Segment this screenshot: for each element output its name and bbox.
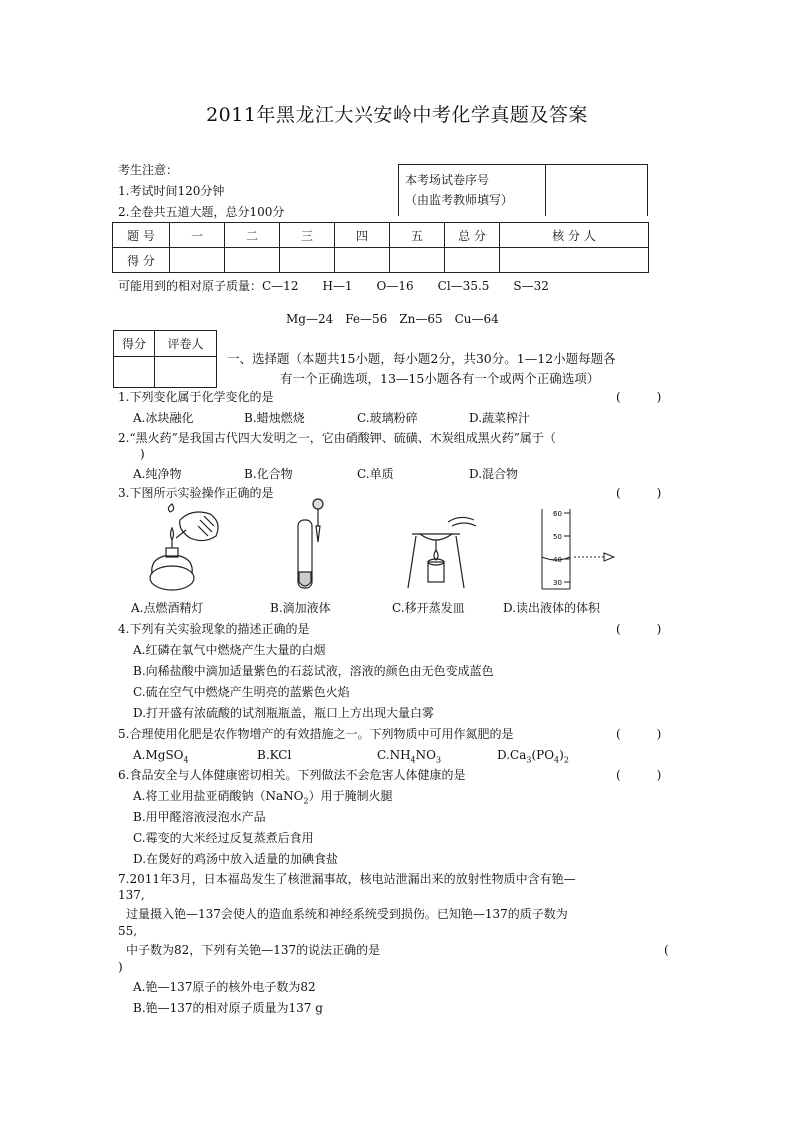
q7-option-a: A.铯—137原子的核外电子数为82: [133, 980, 316, 994]
q1-option-c: C.玻璃粉碎: [357, 411, 418, 425]
score-cell-total[interactable]: [445, 248, 500, 273]
graduated-cylinder-illustration: [540, 505, 630, 595]
q4-answer-paren: ( ): [616, 622, 662, 636]
q3-option-b: B.滴加液体: [270, 601, 331, 615]
cylinder-tick-60: 60: [553, 510, 562, 518]
score-header-5: 五: [390, 223, 445, 248]
score-cell-1[interactable]: [170, 248, 225, 273]
score-cell-5[interactable]: [390, 248, 445, 273]
q4-stem: 4.下列有关实验现象的描述正确的是: [118, 622, 310, 636]
seat-number-box: [398, 164, 648, 216]
score-table: [112, 222, 649, 273]
score-header-4: 四: [335, 223, 390, 248]
score-cell-4[interactable]: [335, 248, 390, 273]
q7-option-b: B.铯—137的相对原子质量为137 g: [133, 1001, 323, 1015]
q6-stem: 6.食品安全与人体健康密切相关。下列做法不会危害人体健康的是: [118, 768, 466, 782]
seat-number-label: [399, 165, 546, 217]
q4-option-b: B.向稀盐酸中滴加适量紫色的石蕊试液，溶液的颜色由无色变成蓝色: [133, 664, 494, 678]
q2-stem: 2.“黑火药”是我国古代四大发明之一，它由硝酸钾、硫磺、木炭组成黑火药”属于（: [118, 431, 556, 445]
q7-line-4: 55,: [118, 924, 138, 938]
seat-number-line-1: 本考场试卷序号: [405, 173, 490, 188]
q3-answer-paren: ( ): [616, 486, 662, 500]
q5-option-a: A.MgSO$_4$: [133, 748, 189, 765]
q3-option-c: C.移开蒸发皿: [392, 601, 465, 615]
cylinder-tick-30: 30: [553, 579, 562, 587]
grader-score-field[interactable]: [114, 357, 155, 388]
q2-option-d: D.混合物: [469, 467, 519, 481]
seat-number-field[interactable]: [546, 165, 648, 217]
q3-stem: 3.下图所示实验操作正确的是: [118, 486, 274, 500]
grader-name-field[interactable]: [155, 357, 217, 388]
q3-option-d: D.读出液体的体积: [503, 601, 601, 615]
section-1-heading-line-1: 一、选择题（本题共15小题，每小题2分，共30分。1—12小题每题各: [227, 351, 616, 366]
q2-option-b: B.化合物: [244, 467, 293, 481]
cylinder-tick-40: 40: [553, 556, 562, 564]
q6-option-d: D.在煲好的鸡汤中放入适量的加碘食盐: [133, 852, 339, 866]
q1-option-a: A.冰块融化: [133, 411, 194, 425]
score-header-total: 总 分: [445, 223, 500, 248]
notice-line-2: 2.全卷共五道大题，总分100分: [118, 205, 285, 219]
q6-option-a: A.将工业用盐亚硝酸钠（NaNO$_2$）用于腌制火腿: [133, 789, 393, 806]
grader-box: [113, 330, 217, 388]
section-1-heading-line-2: 有一个正确选项，13—15小题各有一个或两个正确选项）: [280, 371, 600, 386]
q7-line-2: 137,: [118, 888, 145, 902]
q5-option-d: $D.Ca_3(PO_4)_2$: [497, 748, 569, 765]
atomic-mass-line-2: Mg—24 Fe—56 Zn—65 Cu—64: [286, 312, 499, 326]
q5-option-c: $C.NH_4NO_3$: [377, 748, 442, 765]
q1-option-d: D.蔬菜榨汁: [469, 411, 531, 425]
q7-line-5: 中子数为82，下列有关铯—137的说法正确的是: [126, 943, 381, 957]
cylinder-tick-50: 50: [553, 533, 562, 541]
q4-option-c: C.硫在空气中燃烧产生明亮的蓝紫色火焰: [133, 685, 350, 699]
q1-stem: 1.下列变化属于化学变化的是: [118, 390, 274, 404]
score-row-label: 得 分: [113, 248, 170, 273]
q2-option-a: A.纯净物: [133, 467, 182, 481]
q6-answer-paren: ( ): [616, 768, 662, 782]
score-cell-checker[interactable]: [500, 248, 649, 273]
notice-line-1: 1.考试时间120分钟: [118, 184, 225, 198]
score-cell-2[interactable]: [225, 248, 280, 273]
q5-stem: 5.合理使用化肥是农作物增产的有效措施之一。下列物质中可用作氮肥的是: [118, 727, 514, 741]
q3-option-a: A.点燃酒精灯: [131, 601, 204, 615]
score-header-3: 三: [280, 223, 335, 248]
evaporating-dish-illustration: [404, 510, 480, 594]
q6-option-b: B.用甲醛溶液浸泡水产品: [133, 810, 266, 824]
q7-answer-paren-open: (: [664, 943, 669, 957]
score-header-label: 题 号: [113, 223, 170, 248]
score-header-1: 一: [170, 223, 225, 248]
dropper-test-tube-illustration: [290, 498, 336, 598]
page-title: 2011年黑龙江大兴安岭中考化学真题及答案: [206, 104, 588, 126]
atomic-mass-line-1: 可能用到的相对原子质量：C—12 H—1 O—16 Cl—35.5 S—32: [118, 279, 549, 293]
score-cell-3[interactable]: [280, 248, 335, 273]
seat-number-line-2: （由监考教师填写）: [405, 192, 514, 207]
grader-score-label: 得分: [114, 331, 155, 357]
score-header-checker: 核 分 人: [500, 223, 649, 248]
q2-stem-close: ): [140, 447, 145, 461]
q7-line-3: 过量摄入铯—137会使人的造血系统和神经系统受到损伤。已知铯—137的质子数为: [126, 907, 568, 921]
q5-answer-paren: ( ): [616, 727, 662, 741]
q4-option-d: D.打开盛有浓硫酸的试剂瓶瓶盖，瓶口上方出现大量白雾: [133, 706, 435, 720]
q7-line-1: 7.2011年3月，日本福岛发生了核泄漏事故，核电站泄漏出来的放射性物质中含有铯—: [118, 872, 576, 886]
alcohol-lamp-illustration: [140, 500, 230, 596]
q4-option-a: A.红磷在氧气中燃烧产生大量的白烟: [133, 643, 326, 657]
q7-answer-paren-close: ): [118, 960, 123, 974]
grader-name-label: 评卷人: [155, 331, 217, 357]
q5-option-b: B.KCl: [257, 748, 292, 762]
q2-option-c: C.单质: [357, 467, 394, 481]
notice-heading: 考生注意：: [118, 163, 179, 177]
q6-option-c: C.霉变的大米经过反复蒸煮后食用: [133, 831, 314, 845]
q1-answer-paren: ( ): [616, 390, 662, 404]
score-header-2: 二: [225, 223, 280, 248]
q1-option-b: B.蜡烛燃烧: [244, 411, 305, 425]
